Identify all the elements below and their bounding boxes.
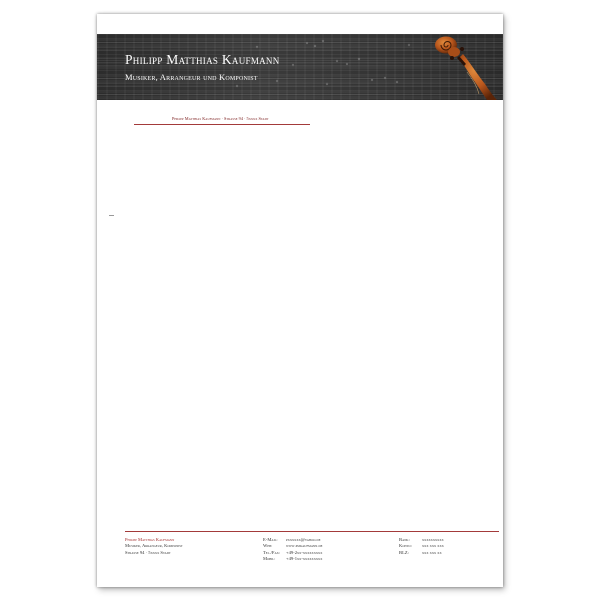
violin-scroll-icon <box>419 34 503 100</box>
footer-contacts <box>263 537 322 562</box>
footer-email-value: pxxxxxx@yahoo.de <box>286 537 321 542</box>
footer-bank-label: Bank: <box>399 537 410 542</box>
footer-address: Strasse 94 · 5xxxx Stadt <box>125 549 171 555</box>
footer-web-label: Web: <box>263 543 273 549</box>
footer-name: Philipp Matthias Kaufmann <box>125 537 175 542</box>
footer-role: Musiker, Arrangeur, Komponist <box>125 543 183 549</box>
footer-phone-value: +49-2xx-xxxxxxxxx <box>286 549 323 555</box>
footer-blz-row <box>399 550 444 556</box>
footer-mobile-row <box>263 556 322 562</box>
footer-mobile-label: Mobil: <box>263 555 276 561</box>
fold-mark <box>109 215 114 216</box>
footer-bank <box>399 537 444 556</box>
footer-blz-value: xxx xxx xx <box>422 549 442 555</box>
letterhead-subtitle: Musiker, Arrangeur und Komponist <box>125 72 258 82</box>
footer-blz-label: BLZ: <box>399 549 409 555</box>
footer-bank-value: xxxxxxxxxx <box>422 537 444 542</box>
header-band <box>97 34 503 100</box>
footer-account-label: Konto: <box>399 543 412 549</box>
sender-address-line: Philipp Matthias Kaufmann · Strasse 94 · 5xxxx Stadt <box>172 116 269 121</box>
footer-email-label: E-Mail: <box>263 537 278 542</box>
footer-account-value: xxx xxx xxx <box>422 543 444 549</box>
footer-web-value: www.pmkaufmann.de <box>286 543 323 549</box>
footer-rule <box>125 531 499 532</box>
sender-rule <box>134 124 310 125</box>
letterhead-name: Philipp Matthias Kaufmann <box>125 52 280 67</box>
letterhead-sheet <box>97 14 503 587</box>
footer-phone-label: Tel./Fax: <box>263 549 281 555</box>
footer-mobile-value: +49-1xx-xxxxxxxxx <box>286 555 323 561</box>
footer-contact-block <box>125 537 183 556</box>
